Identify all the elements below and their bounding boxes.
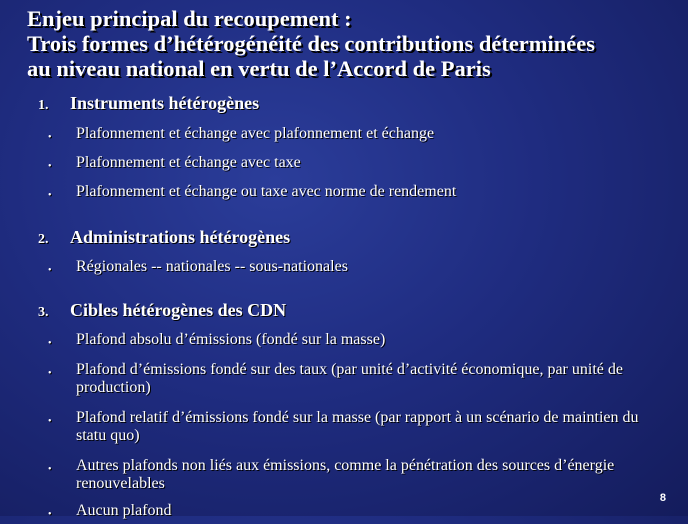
- list-item: [48, 331, 648, 349]
- list-item: [48, 409, 648, 445]
- section-heading-label: Administrations hétérogènes: [70, 227, 291, 247]
- list-item-text: Aucun plafond: [76, 502, 172, 519]
- list-item: [48, 457, 648, 493]
- list-item: [48, 183, 648, 201]
- section-heading-administrations: [38, 227, 290, 250]
- section-heading-label: Instruments hétérogènes: [70, 93, 260, 113]
- title-line-2: Trois formes d’hétérogénéité des contributions déterminées: [27, 31, 596, 56]
- section-heading-label: Cibles hétérogènes des CDN: [70, 300, 287, 320]
- bullet-icon: •: [48, 464, 52, 475]
- list-item: [48, 502, 648, 520]
- page-number: 8: [659, 492, 666, 504]
- section-number: 1.: [38, 98, 49, 113]
- section-heading-cibles: [38, 300, 286, 323]
- list-item: [48, 258, 648, 276]
- list-item: [48, 125, 648, 143]
- list-item-text: Plafond absolu d’émissions (fondé sur la masse): [76, 331, 386, 348]
- section-heading-instruments: [38, 93, 259, 116]
- list-item-text: Autres plafonds non liés aux émissions, comme la pénétration des sources d’énergie renouvelables: [76, 457, 615, 492]
- list-item-text: Plafonnement et échange ou taxe avec norme de rendement: [76, 183, 457, 200]
- bullet-icon: •: [48, 265, 52, 276]
- bullet-icon: •: [48, 161, 52, 172]
- list-item: [48, 154, 648, 172]
- bullet-icon: •: [48, 509, 52, 520]
- title-line-1: Enjeu principal du recoupement :: [27, 6, 352, 31]
- list-item-text: Plafond relatif d’émissions fondé sur la masse (par rapport à un scénario de maintien du statu quo): [76, 409, 639, 444]
- list-item-text: Plafond d’émissions fondé sur des taux (par unité d’activité économique, par unité de production): [76, 361, 623, 396]
- section-number: 3.: [38, 305, 49, 320]
- slide-title: [27, 6, 677, 81]
- section-number: 2.: [38, 232, 49, 247]
- bullet-icon: •: [48, 416, 52, 427]
- bullet-icon: •: [48, 190, 52, 201]
- list-item-text: Plafonnement et échange avec taxe: [76, 154, 301, 171]
- list-item: [48, 361, 648, 397]
- list-item-text: Régionales -- nationales -- sous-nationales: [76, 258, 348, 275]
- list-item-text: Plafonnement et échange avec plafonnement et échange: [76, 125, 435, 142]
- bullet-icon: •: [48, 368, 52, 379]
- bullet-icon: •: [48, 132, 52, 143]
- title-line-3: au niveau national en vertu de l’Accord de Paris: [27, 56, 491, 81]
- bullet-icon: •: [48, 338, 52, 349]
